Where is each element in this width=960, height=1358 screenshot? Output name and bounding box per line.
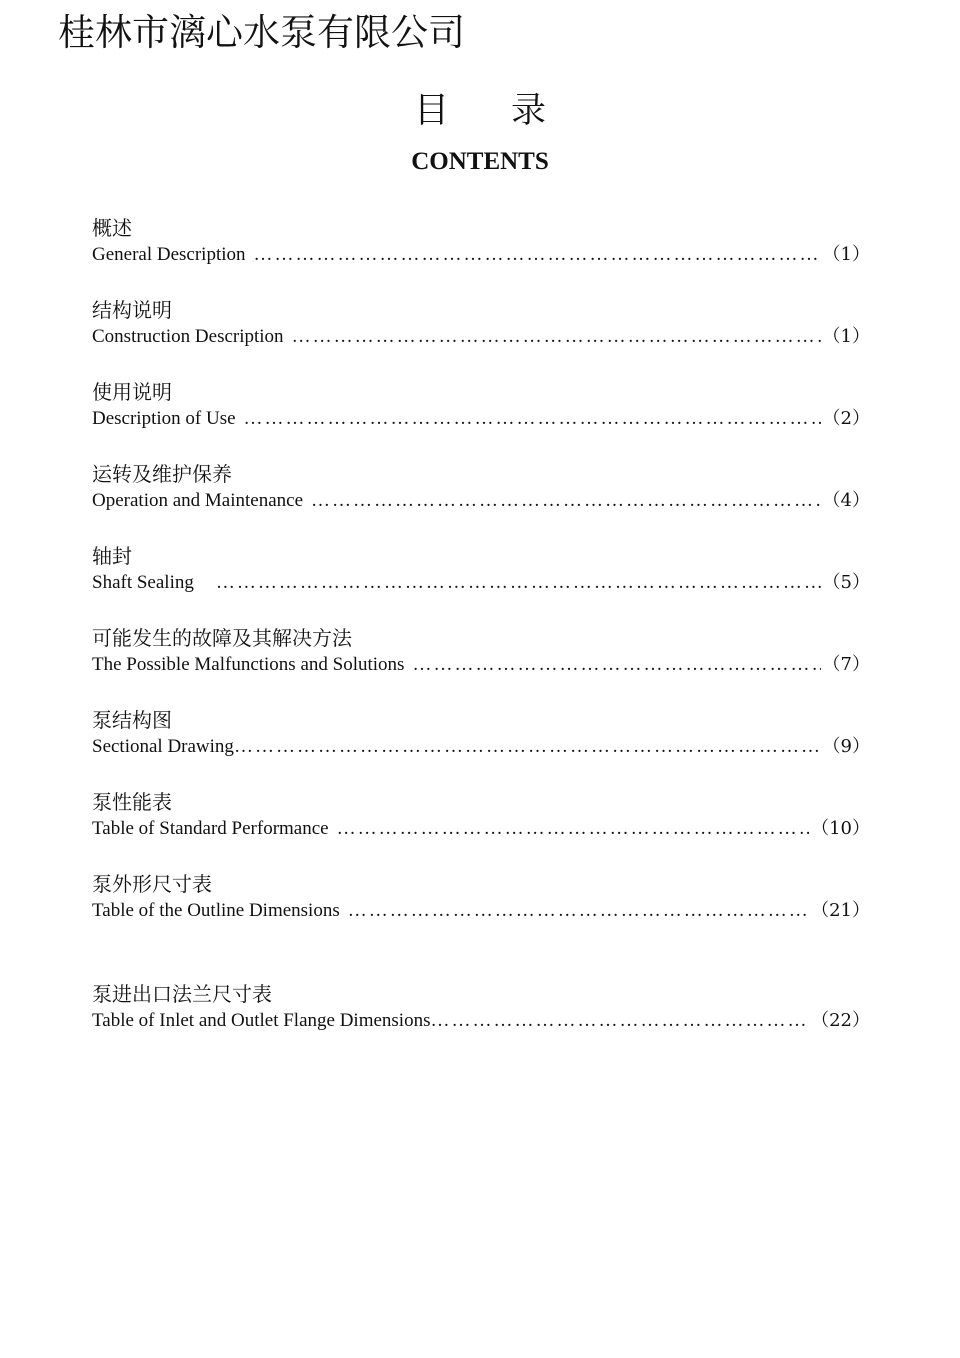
toc-entry-line: [92, 324, 870, 350]
toc-entry-english-title: Table of the Outline Dimensions: [92, 900, 340, 921]
toc-entry[interactable]: [92, 624, 870, 678]
toc-entry-page-number: （1）: [822, 326, 870, 347]
toc-entry-line: [92, 488, 870, 514]
toc-entry-line: [92, 406, 870, 432]
company-name: 桂林市漓心水泵有限公司: [58, 11, 465, 54]
toc-entry-line: [92, 1008, 870, 1034]
dot-leader: [311, 488, 821, 514]
toc-entry-line: [92, 734, 870, 760]
toc-entry-chinese-title: 运转及维护保养: [92, 462, 232, 486]
title-char-2: 录: [511, 91, 547, 131]
title-char-1: 目: [413, 91, 449, 131]
toc-entry-english-title: Table of Standard Performance: [92, 818, 329, 839]
toc-entry-chinese-title: 轴封: [92, 544, 132, 568]
toc-entry[interactable]: [92, 542, 870, 596]
toc-entry-chinese-title: 泵外形尺寸表: [92, 872, 212, 896]
toc-entry[interactable]: [92, 214, 870, 268]
toc-entry-chinese-title: 结构说明: [92, 298, 172, 322]
toc-entry-english-title: Description of Use: [92, 408, 236, 429]
dot-leader: [412, 652, 820, 678]
toc-entry-english-title: Shaft Sealing: [92, 572, 194, 593]
toc-entry[interactable]: [92, 706, 870, 760]
toc-entry-chinese-title: 概述: [92, 216, 132, 240]
dot-leader: [348, 898, 809, 924]
toc-entry[interactable]: [92, 980, 870, 1034]
toc-entry-english-title: Table of Inlet and Outlet Flange Dimensions: [92, 1010, 431, 1031]
toc-entry-page-number: （4）: [822, 490, 870, 511]
toc-entry-english-title: Sectional Drawing: [92, 736, 234, 757]
toc-entry-page-number: （10）: [811, 818, 870, 839]
dot-leader: [216, 570, 821, 596]
toc-entry-english-title: General Description: [92, 244, 246, 265]
toc-entry-page-number: （7）: [822, 654, 870, 675]
toc-entry-english-title: Construction Description: [92, 326, 284, 347]
toc-entry[interactable]: [92, 296, 870, 350]
toc-entry-page-number: （5）: [822, 572, 870, 593]
dot-leader: [430, 1008, 809, 1034]
toc-entry-line: [92, 242, 870, 268]
dot-leader: [292, 324, 821, 350]
dot-leader: [254, 242, 821, 268]
toc-entry[interactable]: [92, 460, 870, 514]
dot-leader: [244, 406, 821, 432]
toc-entry-chinese-title: 泵进出口法兰尺寸表: [92, 982, 272, 1006]
toc-entry-page-number: （9）: [822, 736, 870, 757]
toc-entry-chinese-title: 使用说明: [92, 380, 172, 404]
dot-leader: [337, 816, 809, 842]
toc-entry-line: [92, 652, 870, 678]
toc-entry[interactable]: [92, 870, 870, 924]
toc-entry-chinese-title: 可能发生的故障及其解决方法: [92, 626, 352, 650]
toc-entry-line: [92, 816, 870, 842]
page-title-chinese: [0, 86, 960, 136]
toc-entry-page-number: （21）: [811, 900, 870, 921]
toc-entry-page-number: （22）: [811, 1010, 870, 1031]
toc-entry[interactable]: [92, 378, 870, 432]
toc-entry-line: [92, 570, 870, 596]
dot-leader: [234, 734, 821, 760]
page-title-english: CONTENTS: [411, 148, 549, 175]
toc-entry-chinese-title: 泵性能表: [92, 790, 172, 814]
toc-entry-page-number: （1）: [822, 244, 870, 265]
toc-entry-english-title: Operation and Maintenance: [92, 490, 304, 511]
toc-entry-line: [92, 898, 870, 924]
toc-entry-chinese-title: 泵结构图: [92, 708, 172, 732]
toc-entry[interactable]: [92, 788, 870, 842]
toc-entry-english-title: The Possible Malfunctions and Solutions: [92, 654, 405, 675]
toc-entry-page-number: （2）: [822, 408, 870, 429]
